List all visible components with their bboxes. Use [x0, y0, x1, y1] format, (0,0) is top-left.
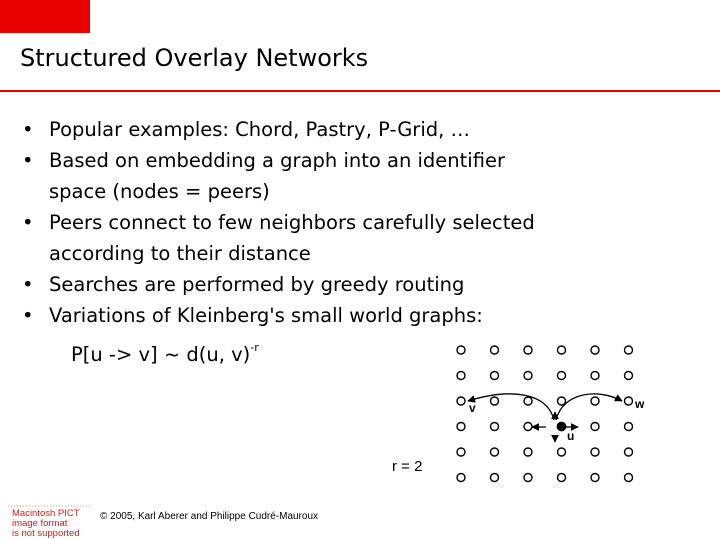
grid-node	[558, 346, 566, 354]
grid-node	[524, 372, 532, 380]
slide-title: Structured Overlay Networks	[20, 44, 369, 72]
bullet-item	[22, 207, 702, 269]
bullet-item	[22, 114, 702, 145]
bullet-marker: •	[22, 304, 34, 327]
grid-node	[625, 397, 633, 405]
exponent-label: r = 2	[392, 458, 423, 475]
small-world-grid-diagram	[450, 338, 645, 488]
grid-node	[591, 372, 599, 380]
grid-node	[524, 448, 532, 456]
grid-node	[591, 397, 599, 405]
title-accent-block	[0, 0, 90, 33]
bullet-list	[22, 114, 702, 331]
grid-node	[491, 448, 499, 456]
bullet-marker: •	[22, 211, 34, 234]
formula-main: P[u -> v] ~ d(u, v)	[71, 343, 251, 366]
grid-node	[491, 423, 499, 431]
bullet-line: Peers connect to few neighbors carefully selected	[49, 211, 535, 234]
node-label-w: w	[635, 397, 645, 411]
bullet-item	[22, 269, 702, 300]
grid-node	[625, 346, 633, 354]
grid-node	[591, 474, 599, 482]
probability-formula	[71, 343, 259, 366]
bullet-marker: •	[22, 149, 34, 172]
bullet-item	[22, 145, 702, 207]
node-label-v: v	[469, 401, 476, 415]
bullet-marker: •	[22, 273, 34, 296]
grid-node	[491, 474, 499, 482]
unsupported-image-placeholder	[12, 500, 80, 539]
bullet-item	[22, 300, 702, 331]
grid-node	[524, 474, 532, 482]
bullet-line: Based on embedding a graph into an identifier	[49, 149, 506, 172]
grid-node	[625, 448, 633, 456]
grid-node	[524, 346, 532, 354]
grid-node	[457, 448, 465, 456]
placeholder-line: is not supported	[12, 528, 80, 539]
title-divider	[0, 90, 720, 92]
grid-node	[591, 448, 599, 456]
grid-node	[625, 474, 633, 482]
bullet-line: space (nodes = peers)	[49, 180, 270, 203]
placeholder-line: image format	[12, 518, 68, 529]
grid-node	[591, 346, 599, 354]
bullet-marker: •	[22, 118, 34, 141]
link-u-to-w	[556, 394, 622, 420]
grid-node	[491, 346, 499, 354]
grid-node	[625, 423, 633, 431]
grid-node	[558, 474, 566, 482]
grid-node	[625, 372, 633, 380]
formula-exponent: -r	[250, 341, 259, 354]
node-label-u: u	[567, 429, 575, 443]
grid-node	[457, 346, 465, 354]
grid-node	[491, 372, 499, 380]
bullet-line: Variations of Kleinberg's small world graphs:	[49, 304, 483, 327]
grid-node	[591, 423, 599, 431]
bullet-line: according to their distance	[49, 242, 311, 265]
grid-node	[457, 372, 465, 380]
grid-node	[457, 397, 465, 405]
grid-nodes	[457, 346, 633, 482]
bullet-line: Popular examples: Chord, Pastry, P-Grid, …	[49, 118, 471, 141]
copyright-footer: © 2005, Karl Aberer and Philippe Cudré-Mauroux	[100, 511, 319, 522]
placeholder-line: Macintosh PICT	[12, 508, 80, 519]
bullet-line: Searches are performed by greedy routing	[49, 273, 465, 296]
link-u-to-v	[468, 394, 554, 420]
grid-node	[457, 474, 465, 482]
grid-node	[457, 423, 465, 431]
grid-node	[524, 423, 532, 431]
grid-node	[491, 397, 499, 405]
grid-node	[558, 372, 566, 380]
grid-node	[558, 448, 566, 456]
grid-node	[524, 397, 532, 405]
